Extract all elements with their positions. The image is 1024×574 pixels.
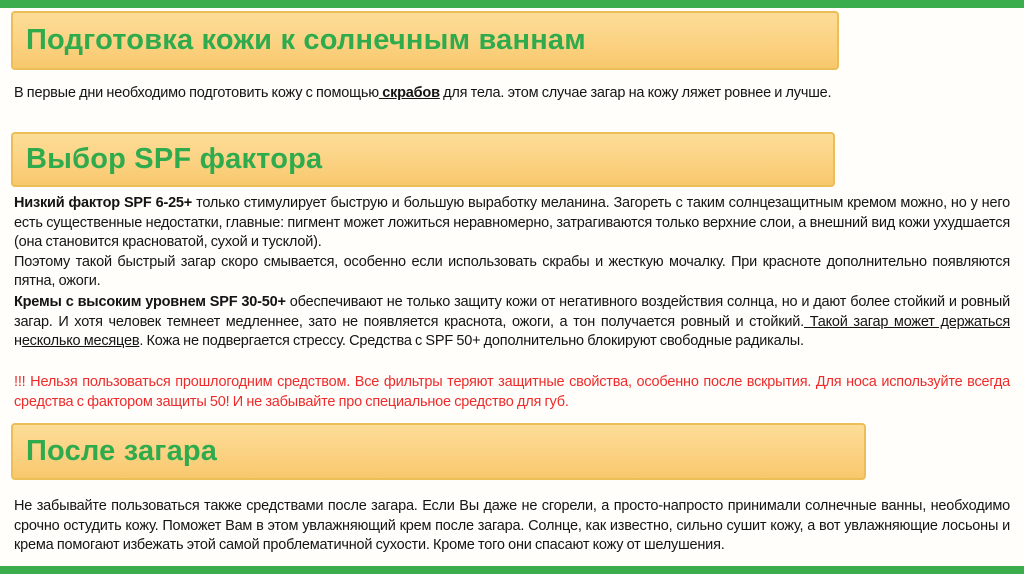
top-accent-bar — [0, 0, 1024, 8]
paragraph-spf-low-factor: Низкий фактор SPF 6-25+ только стимулирует быструю и большую выработку меланина. Загореть с таким солнцезащитным кремом можно, но у него есть существенные недостатки, главные: пигмент может ложиться неравномерно, затрагиваются только верхние слои, а внешний вид кожи ухудшается (она становится красноватой, сухой и тусклой). Поэтому такой быстрый загар скоро смывается, особенно если использовать скрабы и жесткую мочалку. При красноте дополнительно появляются пятна, ожоги. — [14, 195, 1010, 289]
section-title-after: После загара — [26, 435, 218, 467]
paragraph-warning: !!! Нельзя пользоваться прошлогодним средством. Все фильтры теряют защитные свойства, особенно после вскрытия. Для носа используйте всегда средства с фактором защиты 50! И не забывайте про специальное средство для губ. — [14, 374, 1010, 410]
paragraph-spf-high-factor: Кремы с высоким уровнем SPF 30-50+ обеспечивают не только защиту кожи от негативного воздействия солнца, но и дают более стойкий и ровный загар. И хотя человек темнеет медленнее, зато не появляется краснота, ожоги, а тон получается ровный и стойкий. Такой загар может держаться несколько месяцев. Кожа не подвергается стрессу. Средства с SPF 50+ дополнительно блокируют свободные радикалы. — [14, 294, 1011, 349]
section-title-prep: Подготовка кожи к солнечным ваннам — [26, 24, 586, 56]
section-header-after — [11, 423, 866, 480]
bottom-accent-bar — [0, 566, 1024, 574]
paragraph-prep: В первые дни необходимо подготовить кожу с помощью скрабов для тела. этом случае загар на кожу ляжет ровнее и лучше. — [14, 85, 832, 101]
paragraph-after-sun: Не забывайте пользоваться также средствами после загара. Если Вы даже не сгорели, а просто-напросто принимали солнечные ванны, необходимо срочно остудить кожу. Поможет Вам в этом увлажняющий крем после загара. Солнце, как известно, сильно сушит кожу, а вот увлажняющие лосьоны и крема помогают избежать этой самой проблематичной сухости. Кроме того они спасают кожу от шелушения. — [14, 498, 1010, 553]
section-title-spf: Выбор SPF фактора — [26, 143, 323, 175]
section-header-spf — [11, 132, 835, 187]
section-header-prep — [11, 11, 839, 70]
